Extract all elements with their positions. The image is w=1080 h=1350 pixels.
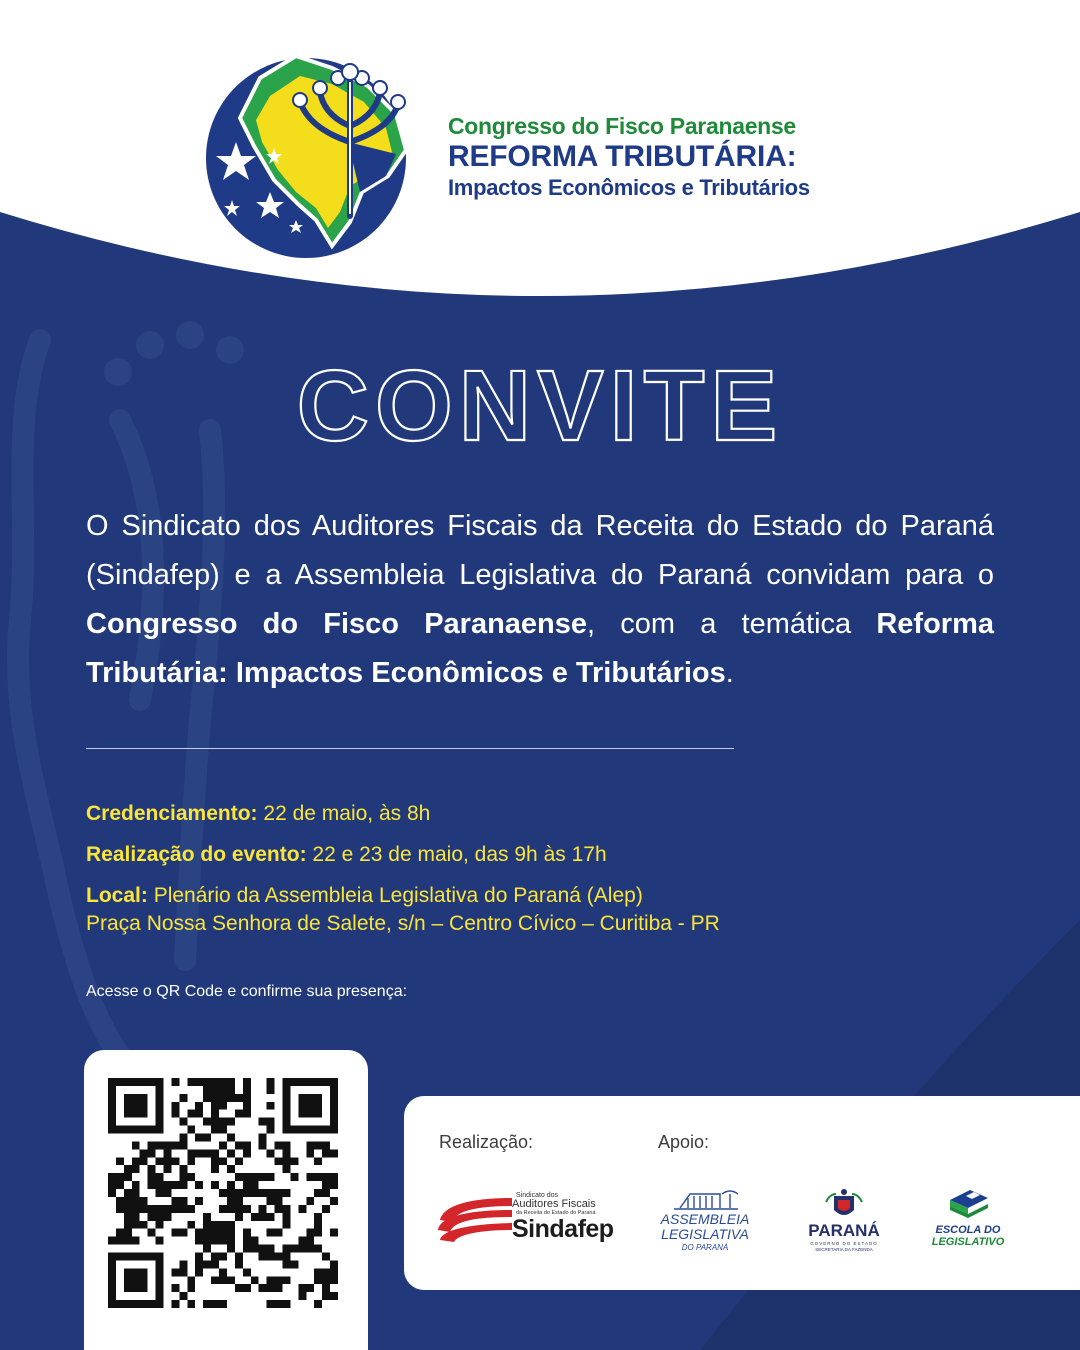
realizacao-row: [86, 841, 720, 869]
realizacao-value: 22 e 23 de maio, das 9h às 17h: [312, 843, 607, 866]
sponsors-card: [404, 1096, 1080, 1290]
realizacao-heading: Realização:: [439, 1132, 534, 1152]
credenciamento-row: [86, 800, 720, 828]
assembly-building-icon: [650, 1186, 760, 1212]
qr-card: [84, 1050, 368, 1350]
divider: [86, 748, 734, 749]
book-stack-icon: [918, 1186, 1018, 1222]
qr-code[interactable]: [108, 1078, 338, 1308]
credenciamento-label: Credenciamento:: [86, 802, 258, 825]
escola-legislativo-logo: ESCOLA DO LEGISLATIVO: [918, 1186, 1018, 1256]
event-details: [86, 800, 720, 951]
svg-text:CONVITE: CONVITE: [296, 350, 784, 460]
congress-name-bold: Congresso do Fisco Paranaense: [86, 608, 588, 640]
parana-government-logo: PARANÁ GOVERNO DO ESTADO SECRETARIA DA FAZENDA: [796, 1188, 892, 1258]
sindafep-logo: Sindicato dos Auditores Fiscais da Receita do Estado do Paraná Sindafep: [434, 1190, 614, 1250]
parana-coat-of-arms-icon: [796, 1188, 892, 1222]
local-value: Plenário da Assembleia Legislativa do Paraná (Alep): [153, 884, 643, 907]
local-row: [86, 882, 720, 910]
theme-subtitle: Impactos Econômicos e Tributários: [448, 175, 810, 200]
congress-name: Congresso do Fisco Paranaense: [448, 113, 796, 139]
theme-title: REFORMA TRIBUTÁRIA:: [448, 140, 797, 173]
convite-heading: [0, 340, 1080, 460]
address: Praça Nossa Senhora de Salete, s/n – Centro Cívico – Curitiba - PR: [86, 912, 720, 935]
invitation-text: O Sindicato dos Auditores Fiscais da Receita do Estado do Paraná (Sindafep) e a Assembleia Legislativa do Paraná convidam para o Congresso do Fisco Paranaense, com a temática Reforma Tributária: Impactos Econômicos e Tributários.: [86, 510, 994, 689]
credenciamento-value: 22 de maio, às 8h: [263, 802, 431, 825]
local-label: Local:: [86, 884, 148, 907]
theme-bold: Reforma Tributária: Impactos Econômicos e Tributários: [86, 608, 994, 689]
qr-instruction: Acesse o QR Code e confirme sua presença:: [86, 983, 408, 1000]
apoio-heading: Apoio:: [658, 1132, 710, 1152]
sindafep-swoosh-icon: [434, 1190, 514, 1250]
alep-logo: ASSEMBLEIA LEGISLATIVA DO PARANÁ: [650, 1186, 760, 1256]
congress-logo: [200, 42, 420, 262]
realizacao-label: Realização do evento:: [86, 843, 307, 866]
event-title: [448, 112, 810, 202]
